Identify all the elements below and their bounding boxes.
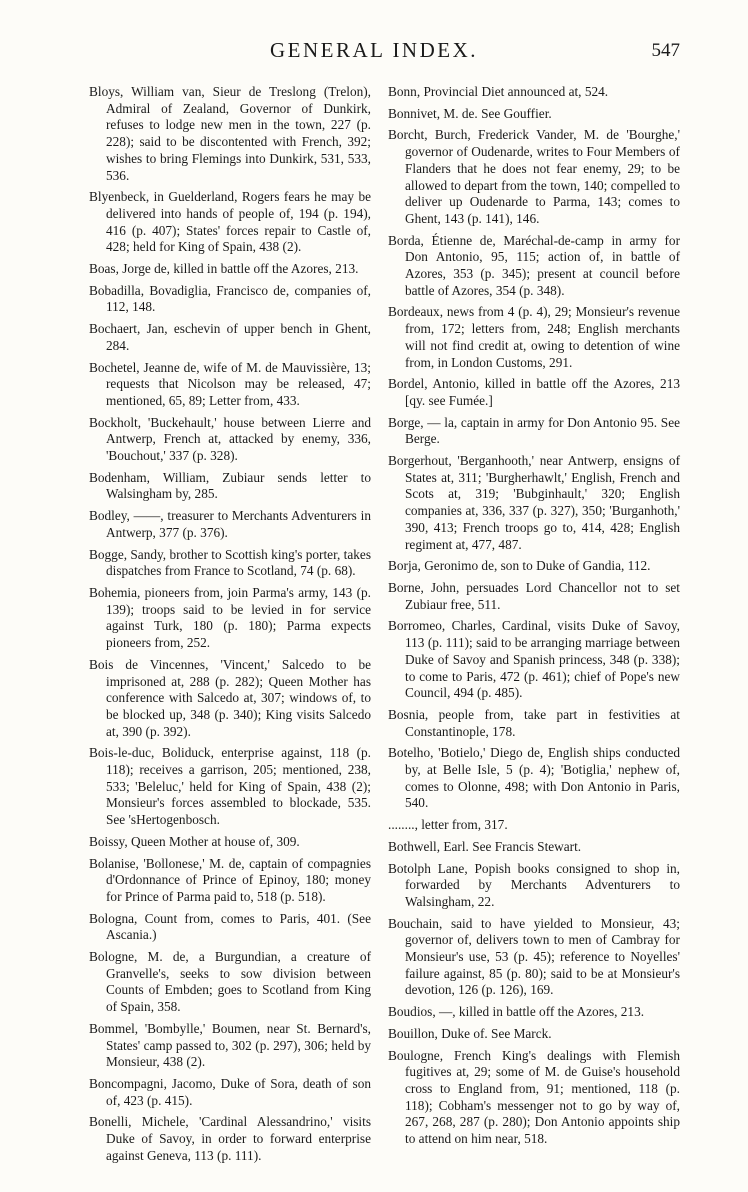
index-entry: Bochaert, Jan, eschevin of upper bench in Ghent, 284. xyxy=(89,321,371,353)
index-entry: Bordel, Antonio, killed in battle off the Azores, 213 [qy. see Fumée.] xyxy=(388,376,680,408)
index-entry: Borgerhout, 'Berganhooth,' near Antwerp, ensigns of States at, 311; 'Burgherhawlt,' English, French and Scots at, 319; 'Bubginhault,' 320; English companies at, 336, 337 (p. 327), 350; 'Burganhoth,' 390, 413; French troops go to, 414, 428; English regiment at, 477, 487. xyxy=(388,453,680,552)
index-entry: Bonnivet, M. de. See Gouffier. xyxy=(388,105,552,121)
index-entry: Borja, Geronimo de, son to Duke of Gandia, 112. xyxy=(388,558,651,574)
index-entry: Bodley, ——, treasurer to Merchants Adventurers in Antwerp, 377 (p. 376). xyxy=(89,508,371,540)
index-entry: Boudios, —, killed in battle off the Azores, 213. xyxy=(388,1004,645,1020)
index-entry: Borcht, Burch, Frederick Vander, M. de 'Bourghe,' governor of Oudenarde, writes to Four Members of Flanders that he does not fear enemy, 29; to be allowed to depart from the town, 140; compelled to deliver up Oudenarde to Parma, 143; comes to Ghent, 143 (p. 141), 146. xyxy=(388,127,680,226)
index-entry: Botolph Lane, Popish books consigned to shop in, forwarded by Merchants Adventurers to Walsingham, 22. xyxy=(388,860,680,909)
index-entry: Bosnia, people from, take part in festivities at Constantinople, 178. xyxy=(388,706,680,739)
index-entry: Bodenham, William, Zubiaur sends letter to Walsingham by, 285. xyxy=(89,469,371,502)
index-entry: Bologne, M. de, a Burgundian, a creature of Granvelle's, seeks to sow division between Counts of Embden; goes to Scotland from King of Spain, 358. xyxy=(89,949,371,1015)
index-entry: Bobadilla, Bovadiglia, Francisco de, companies of, 112, 148. xyxy=(89,282,371,315)
page-header xyxy=(0,38,748,68)
index-entry: Bockholt, 'Buckehault,' house between Lierre and Antwerp, French at, attacked by enemy, 336, 'Bouchout,' 337 (p. 328). xyxy=(89,414,371,464)
index-entry: Borda, Étienne de, Maréchal-de-camp in army for Don Antonio, 95, 115; action of, in battle of Azores, 353 (p. 345); present at council before battle of Azores, 354 (p. 348). xyxy=(388,232,680,298)
index-entry: Bois de Vincennes, 'Vincent,' Salcedo to be imprisoned at, 288 (p. 282); Queen Mother has conference with Salcedo at, 307; windows of, to be blocked up, 348 (p. 340); King visits Salcedo at, 390 (p. 392). xyxy=(89,656,371,739)
index-entry: Bolanise, 'Bollonese,' M. de, captain of compagnies d'Ordonnance of Prince of Epinoy, 180; money for Prince of Parma paid to, 518 (p. 518). xyxy=(89,855,371,904)
index-entry: Bordeaux, news from 4 (p. 4), 29; Monsieur's revenue from, 172; letters from, 248; English merchants will not find credit at, owing to detention of wine from, in London Customs, 291. xyxy=(388,304,680,370)
index-entry: Borromeo, Charles, Cardinal, visits Duke of Savoy, 113 (p. 111); said to be arranging marriage between Duke of Savoy and Spanish princess, 348 (p. 338); to come to Paris, 472 (p. 461); chief of Pope's new Council, 494 (p. 485). xyxy=(388,618,680,701)
index-entry: Bloys, William van, Sieur de Treslong (Trelon), Admiral of Zealand, Governor of Dunkirk, refuses to lodge new men in the town, 227 (p. 228); said to be discontented with French, 392; wishes to bring Flemings into Dunkirk, 531, 533, 536. xyxy=(89,84,371,183)
index-entry: Borge, — la, captain in army for Don Antonio 95. See Berge. xyxy=(388,414,680,447)
index-entry: Bonn, Provincial Diet announced at, 524. xyxy=(388,84,609,99)
index-entry: Bommel, 'Bombylle,' Boumen, near St. Bernard's, States' camp passed to, 302 (p. 297), 306; held by Monsieur, 438 (2). xyxy=(89,1020,371,1070)
index-entry: ........, letter from, 317. xyxy=(388,817,508,833)
index-entry: Boas, Jorge de, killed in battle off the Azores, 213. xyxy=(89,261,359,277)
index-entry: Bothwell, Earl. See Francis Stewart. xyxy=(388,838,582,854)
index-entry: Botelho, 'Botielo,' Diego de, English ships conducted by, at Belle Isle, 5 (p. 4); 'Botiglia,' nephew of, comes to Olonne, 498; with Don Antonio in Paris, 540. xyxy=(388,745,680,811)
right-column xyxy=(388,84,680,1153)
index-entry: Bohemia, pioneers from, join Parma's army, 143 (p. 139); troops said to be levied in for service against Turk, 180 (p. 180); Parma expects pioneers from, 252. xyxy=(89,584,371,651)
index-entry: Bologna, Count from, comes to Paris, 401. (See Ascania.) xyxy=(89,910,371,943)
left-column xyxy=(89,84,371,1169)
index-entry: Bonelli, Michele, 'Cardinal Alessandrino,' visits Duke of Savoy, in order to forward enterprise against Geneva, 113 (p. 111). xyxy=(89,1114,371,1163)
page-number: 547 xyxy=(651,40,680,61)
index-entry: Bogge, Sandy, brother to Scottish king's porter, takes dispatches from France to Scotland, 74 (p. 68). xyxy=(89,546,371,579)
index-entry: Bochetel, Jeanne de, wife of M. de Mauvissière, 13; requests that Nicolson may be released, 47; mentioned, 65, 89; Letter from, 433. xyxy=(89,359,371,408)
index-entry: Bois-le-duc, Boliduck, enterprise against, 118 (p. 118); receives a garrison, 205; mentioned, 238, 533; 'Beleluc,' held for King of Spain, 438 (2); Monsieur's forces assembled to blockade, 535. See 'sHertogenbosch. xyxy=(89,745,371,828)
index-entry: Boncompagni, Jacomo, Duke of Sora, death of son of, 423 (p. 415). xyxy=(89,1075,371,1108)
index-entry: Boulogne, French King's dealings with Flemish fugitives at, 29; some of M. de Guise's household cross to England from, 91; mentioned, 118 (p. 118); Cobham's messenger not to go by way of, 267, 268, 287 (p. 280); Don Antonio appoints ship to attend on him near, 518. xyxy=(388,1047,680,1147)
index-entry: Bouillon, Duke of. See Marck. xyxy=(388,1025,552,1041)
page-title: GENERAL INDEX. xyxy=(269,38,479,62)
index-entry: Blyenbeck, in Guelderland, Rogers fears he may be delivered into hands of people of, 194 (p. 194), 416 (p. 407); States' forces repair to Castle of, 428; held for King of Spain, 438 (2). xyxy=(89,189,371,255)
index-entry: Boissy, Queen Mother at house of, 309. xyxy=(89,833,300,849)
index-entry: Bouchain, said to have yielded to Monsieur, 43; governor of, delivers town to men of Cambray for Monsieur's use, 53 (p. 45); reference to Noyelles' failure against, 85 (p. 80); said to be at Monsieur's devotion, 126 (p. 126), 169. xyxy=(388,915,680,998)
index-entry: Borne, John, persuades Lord Chancellor not to set Zubiaur free, 511. xyxy=(388,579,680,612)
